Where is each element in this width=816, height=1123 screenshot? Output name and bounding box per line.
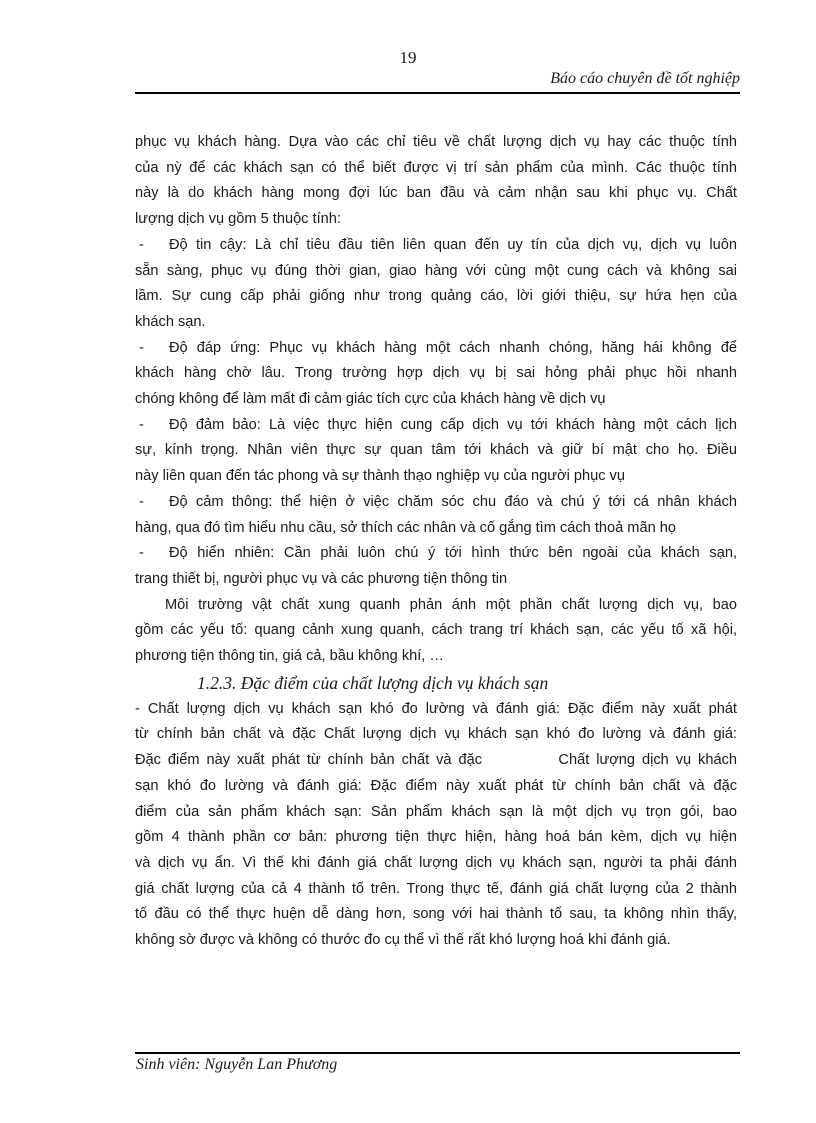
environment-paragraph — [135, 593, 737, 670]
bullet-line: chóng không để làm mất đi cảm giác tích cực của khách hàng về dịch vụ — [135, 391, 606, 408]
environment-line: gồm các yếu tố: quang cảnh xung quanh, cách trang trí khách sạn, các yếu tố xã hội, — [135, 622, 737, 639]
header-title: Báo cáo chuyên đề tốt nghiệp — [550, 70, 740, 87]
footer-rule — [135, 1052, 740, 1054]
bullet-dash: - — [139, 236, 144, 253]
bullet-dash: - — [139, 339, 144, 356]
section-paragraph — [135, 697, 737, 954]
bullet-item — [135, 336, 737, 413]
bullet-line: lầm. Sự cung cấp phải giống như trong quảng cáo, lời giới thiệu, sự hứa hẹn của — [135, 288, 737, 305]
environment-line: phương tiện thông tin, giá cả, bầu không khí, … — [135, 648, 444, 665]
intro-line: lượng dịch vụ gồm 5 thuộc tính: — [135, 211, 341, 228]
document-body — [135, 130, 737, 954]
bullet-text: Độ tin cậy: Là chỉ tiêu đầu tiên liên quan đến uy tín của dịch vụ, dịch vụ luôn — [169, 236, 737, 253]
bullet-line: hàng, qua đó tìm hiểu nhu cầu, sở thích các nhân và cố gắng tìm cách thoả mãn họ — [135, 519, 676, 536]
header-rule — [135, 92, 740, 94]
section-line: và dịch vụ ẩn. Vì thế khi đánh giá chất lượng dịch vụ khách sạn, người ta phải đánh — [135, 854, 737, 871]
intro-line: phục vụ khách hàng. Dựa vào các chỉ tiêu về chất lượng dịch vụ hay các thuộc tính — [135, 134, 737, 150]
section-line: điểm của sản phẩm khách sạn: Sản phẩm khách sạn là một dịch vụ trọn gói, bao — [135, 803, 737, 820]
bullet-dash: - — [139, 493, 144, 510]
bullet-item — [135, 413, 737, 490]
environment-line: Môi trường vật chất xung quanh phản ánh một phần chất lượng dịch vụ, bao — [165, 596, 737, 613]
intro-paragraph — [135, 130, 737, 233]
section-line: Đặc điểm này xuất phát từ chính bản chất và đặc Chất lượng dịch vụ khách — [135, 752, 737, 769]
section-line: giá chất lượng của cả 4 thành tố trên. Trong thực tế, đánh giá chất lượng của 2 thành — [135, 880, 737, 897]
footer-student: Sinh viên: Nguyễn Lan Phương — [136, 1056, 338, 1073]
bullet-line: sẵn sàng, phục vụ đúng thời gian, giao hàng với cùng một cung cách và không sai — [135, 262, 737, 279]
bullet-dash: - — [139, 416, 144, 433]
intro-line: của nỳ để các khách sạn có thể biết được vị trí sản phẩm của mình. Các thuộc tính — [135, 159, 737, 176]
bullet-line: trang thiết bị, người phục vụ và các phương tiện thông tin — [135, 570, 508, 587]
section-line: gồm 4 thành phần cơ bản: phương tiện thực hiện, hàng hoá bán kèm, dịch vụ hiện — [135, 829, 737, 846]
bullet-line: này liên quan đến tác phong và sự thành thạo nghiệp vụ của người phục vụ — [135, 468, 625, 485]
bullet-line: khách hàng chờ lâu. Trong trường hợp dịch vụ bị sai hỏng phải phục hồi nhanh — [135, 365, 737, 382]
bullet-item — [135, 233, 737, 336]
bullet-dash: - — [139, 545, 144, 562]
bullet-item — [135, 490, 737, 541]
page-number: 19 — [399, 48, 417, 67]
section-line: - Chất lượng dịch vụ khách sạn khó đo lường và đánh giá: Đặc điểm này xuất phát — [135, 700, 737, 717]
section-heading: 1.2.3. Đặc điểm của chất lượng dịch vụ khách sạn — [197, 672, 549, 693]
section-line: không sờ được và không có thước đo cụ thể vì thế rất khó lượng hoá khi đánh giá. — [135, 932, 671, 949]
bullet-line: khách sạn. — [135, 313, 206, 330]
section-line: từ chính bản chất và đặc Chất lượng dịch vụ khách sạn khó đo lường và đánh giá: — [135, 726, 737, 743]
bullet-text: Độ hiển nhiên: Cần phải luôn chú ý tới hình thức bên ngoài của khách sạn, — [169, 545, 737, 562]
bullet-text: Độ đảm bảo: Là việc thực hiện cung cấp dịch vụ tới khách hàng một cách lịch — [169, 416, 737, 433]
bullet-text: Độ cảm thông: thể hiện ở việc chăm sóc chu đáo và chú ý tới cá nhân khách — [169, 493, 737, 510]
section-line: tố đầu có thể thực huện dễ dàng hơn, song với hai thành tố sau, ta không nhìn thấy, — [135, 906, 737, 923]
bullet-item — [135, 541, 737, 592]
intro-line: này là do khách hàng mong đợi lúc ban đầu và cảm nhận sau khi phục vụ. Chất — [135, 185, 737, 202]
bullet-text: Độ đáp ứng: Phục vụ khách hàng một cách nhanh chóng, hăng hái không để — [169, 339, 737, 356]
section-line: sạn khó đo lường và đánh giá: Đặc điểm này xuất phát từ chính bản chất và đặc — [135, 777, 737, 794]
bullet-line: sự, kính trọng. Nhân viên thực sự quan tâm tới khách và giữ bí mật cho họ. Điều — [135, 442, 737, 459]
